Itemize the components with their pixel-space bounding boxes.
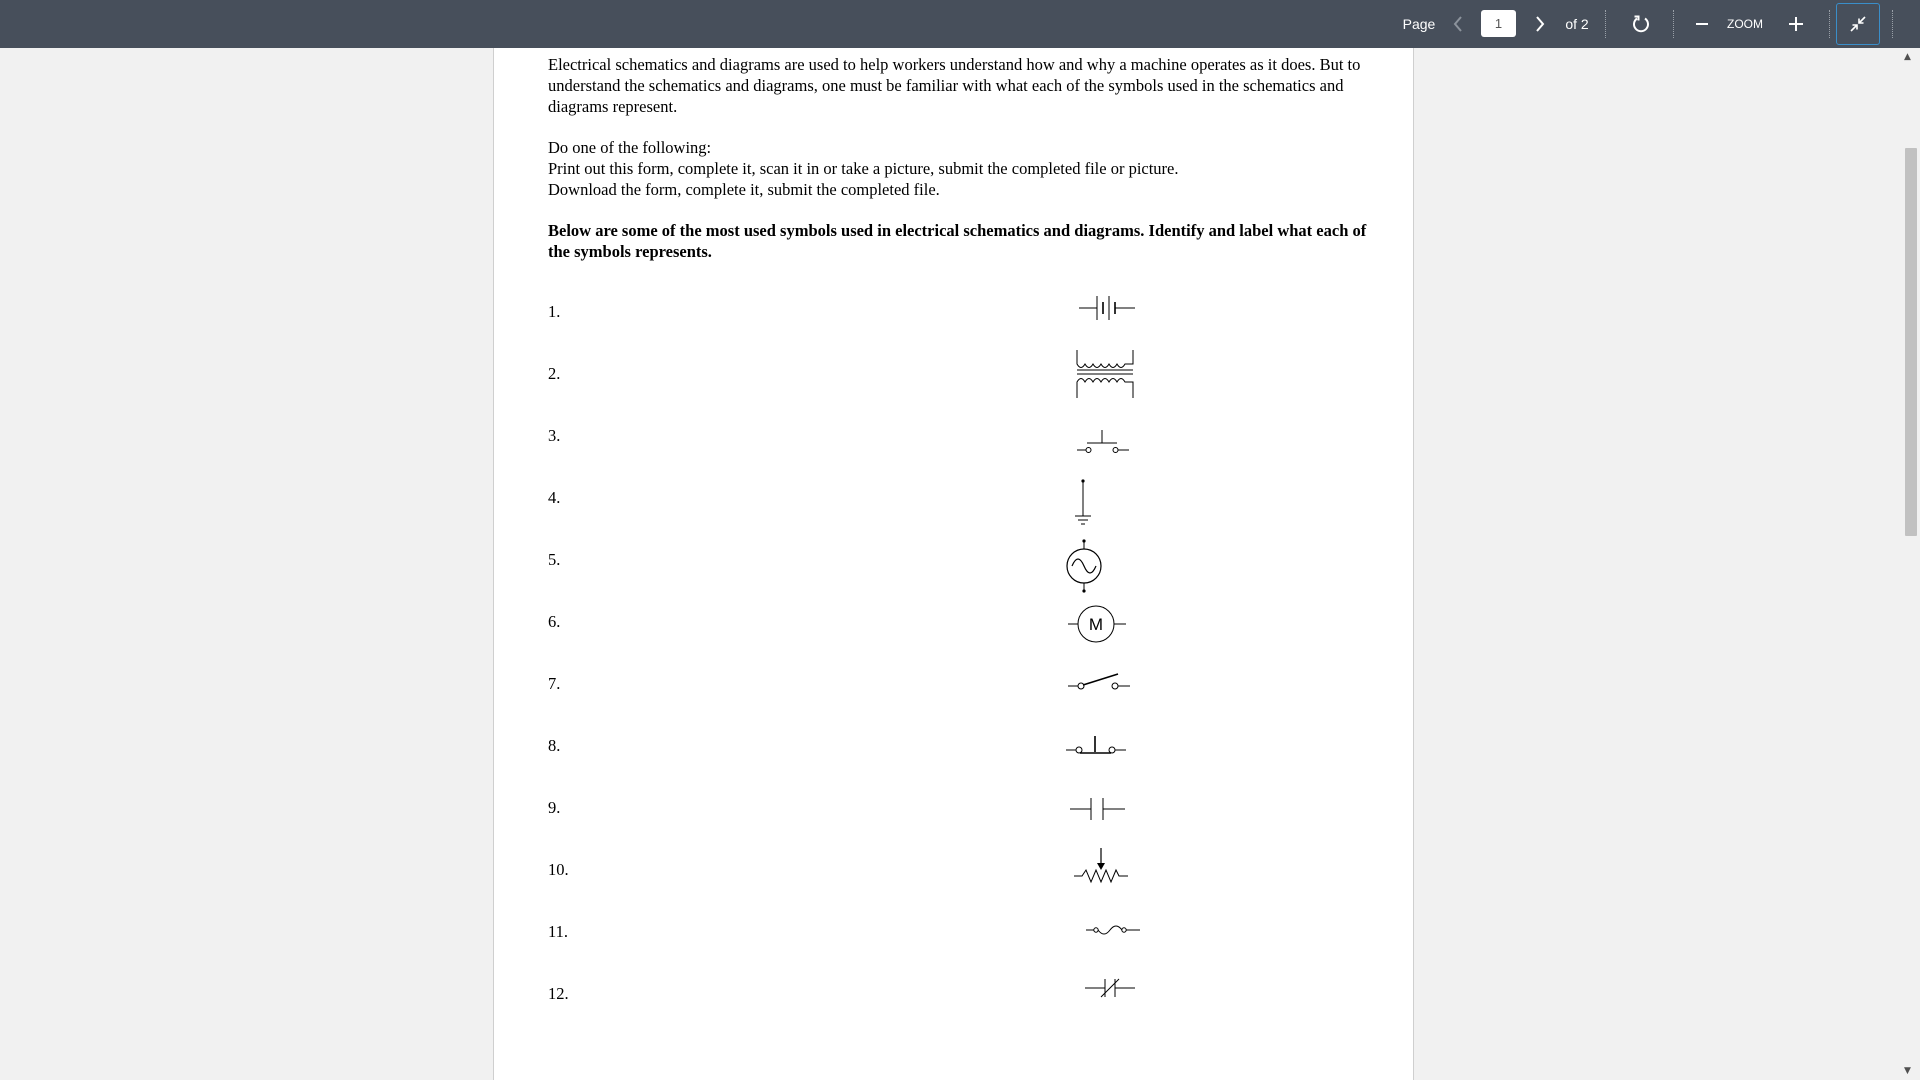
toolbar-divider <box>1829 10 1830 38</box>
page-number-input[interactable] <box>1481 10 1516 37</box>
toolbar-divider <box>1892 10 1893 38</box>
pdf-toolbar <box>0 0 1920 48</box>
pushbutton-normally-open-symbol <box>1073 426 1133 462</box>
rotate-icon <box>1631 14 1651 34</box>
question-number: 5. <box>548 550 561 569</box>
ac-source-symbol <box>1066 538 1102 594</box>
exit-fullscreen-icon <box>1849 15 1867 33</box>
question-number: 4. <box>548 488 561 507</box>
vertical-scrollbar[interactable] <box>1900 48 1920 1080</box>
exit-fullscreen-button[interactable] <box>1836 3 1880 45</box>
rotate-button[interactable] <box>1625 0 1657 48</box>
question-number: 12. <box>548 984 569 1003</box>
intro-paragraph: Electrical schematics and diagrams are used to help workers understand how and why a machine operates as it does. But to understand the schematics and diagrams, one must be familiar with what each of the symbols used in the schematics and diagrams represent. <box>548 55 1361 116</box>
question-number: 2. <box>548 364 561 383</box>
next-page-button[interactable] <box>1528 0 1552 48</box>
question-number: 8. <box>548 736 561 755</box>
normally-closed-contact-symbol <box>1083 973 1139 1003</box>
switch-symbol <box>1066 668 1132 700</box>
normally-open-contact-symbol <box>1068 794 1128 824</box>
thermal-overload-symbol <box>1084 914 1142 944</box>
battery-symbol <box>1073 290 1137 326</box>
document-viewer[interactable] <box>0 48 1920 1080</box>
instruction-line: Do one of the following: <box>548 138 712 157</box>
previous-page-button[interactable] <box>1446 0 1470 48</box>
toolbar-divider <box>1605 10 1606 38</box>
variable-resistor-symbol <box>1072 846 1132 890</box>
pushbutton-normally-closed-symbol <box>1064 728 1130 764</box>
question-number: 7. <box>548 674 561 693</box>
question-number: 9. <box>548 798 561 817</box>
instruction-line: Print out this form, complete it, scan it in or take a picture, submit the completed file or picture. <box>548 159 1179 178</box>
zoom-in-button[interactable] <box>1784 0 1808 48</box>
chevron-right-icon <box>1534 15 1546 33</box>
transformer-symbol <box>1073 348 1137 400</box>
document-page <box>493 48 1414 1080</box>
task-paragraph: Below are some of the most used symbols used in electrical schematics and diagrams. Identify and label what each of the symbols represents. <box>548 221 1367 261</box>
question-number: 1. <box>548 302 561 321</box>
total-pages: of 2 <box>1565 16 1589 32</box>
ground-symbol <box>1073 478 1097 528</box>
question-number: 10. <box>548 860 569 879</box>
scroll-down-icon[interactable]: ▼ <box>1904 1066 1911 1076</box>
question-number: 3. <box>548 426 561 445</box>
page-label: Page <box>1402 16 1436 32</box>
scroll-up-icon[interactable]: ▲ <box>1904 52 1911 62</box>
scroll-thumb[interactable] <box>1905 148 1917 536</box>
question-number: 11. <box>548 922 569 941</box>
question-number: 6. <box>548 612 561 631</box>
zoom-in-icon <box>1788 16 1804 32</box>
instruction-line: Download the form, complete it, submit the completed file. <box>548 180 940 199</box>
toolbar-divider <box>1673 10 1674 38</box>
chevron-left-icon <box>1452 15 1464 33</box>
zoom-label: ZOOM <box>1727 17 1763 31</box>
motor-letter: M <box>1088 615 1104 634</box>
zoom-out-button[interactable] <box>1690 0 1714 48</box>
zoom-out-icon <box>1695 17 1709 31</box>
motor-symbol <box>1066 604 1128 644</box>
